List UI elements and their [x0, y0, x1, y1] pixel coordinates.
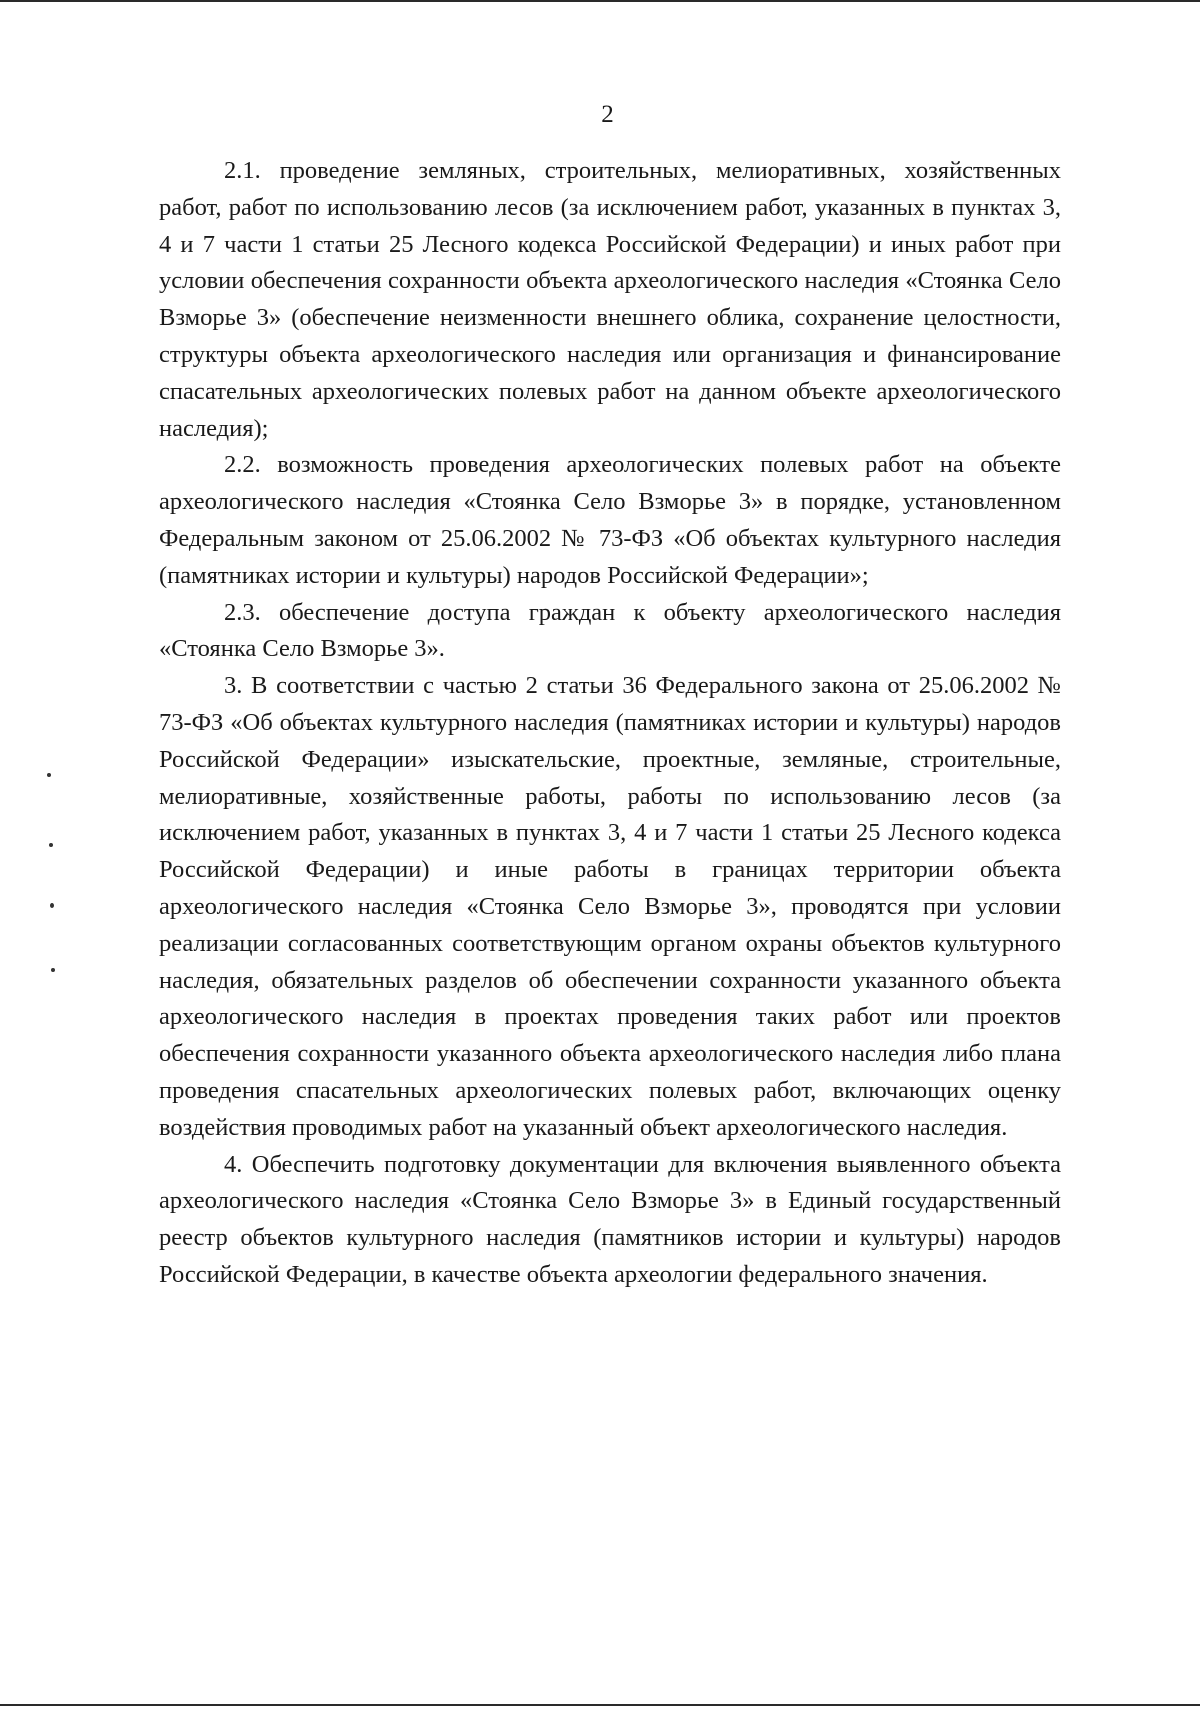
paragraph-2-2: 2.2. возможность проведения археологических полевых работ на объекте археологического наследия «Стоянка Село Взморье 3» в порядке, установленном Федеральным законом от 25.06.2002 № 73-ФЗ «Об объектах культурного наследия (памятниках истории и культуры) народов Российской Федерации»;	[159, 451, 1061, 589]
paragraph-4: 4. Обеспечить подготовку документации для включения выявленного объекта археологического наследия «Стоянка Село Взморье 3» в Единый государственный реестр объектов культурного наследия (памятников истории и культуры) народов Российской Федерации, в качестве объекта археологии федерального значения.	[159, 1150, 1061, 1288]
paragraph-3: 3. В соответствии с частью 2 статьи 36 Федерального закона от 25.06.2002 № 73-ФЗ «Об объектах культурного наследия (памятниках истории и культуры) народов Российской Федерации» изыскательские, проектные, земляные, строительные, мелиоративные, хозяйственные работы, работы по использованию лесов (за исключением работ, указанных в пунктах 3, 4 и 7 части 1 статьи 25 Лесного кодекса Российской Федерации) и иные работы в границах территории объекта археологического наследия «Стоянка Село Взморье 3», проводятся при условии реализации согласованных соответствующим органом охраны объектов культурного наследия, обязательных разделов об обеспечении сохранности указанного объекта археологического наследия в проектах проведения таких работ или проектов обеспечения сохранности указанного объекта археологического наследия либо плана проведения спасательных археологических полевых работ, включающих оценку воздействия проводимых работ на указанный объект археологического наследия.	[159, 672, 1061, 1141]
document-body	[159, 153, 1061, 1294]
paragraph-2-1: 2.1. проведение земляных, строительных, мелиоративных, хозяйственных работ, работ по использованию лесов (за исключением работ, указанных в пунктах 3, 4 и 7 части 1 статьи 25 Лесного кодекса Российской Федерации) и иных работ при условии обеспечения сохранности объекта археологического наследия «Стоянка Село Взморье 3» (обеспечение неизменности внешнего облика, сохранение целостности, структуры объекта археологического наследия или организация и финансирование спасательных археологических полевых работ на данном объекте археологического наследия);	[159, 157, 1061, 442]
page-number: 2	[601, 101, 614, 128]
scan-bottom-edge	[0, 1704, 1200, 1706]
scan-top-edge	[0, 0, 1200, 2]
paragraph-2-3: 2.3. обеспечение доступа граждан к объекту археологического наследия «Стоянка Село Взморье 3».	[159, 598, 1061, 663]
